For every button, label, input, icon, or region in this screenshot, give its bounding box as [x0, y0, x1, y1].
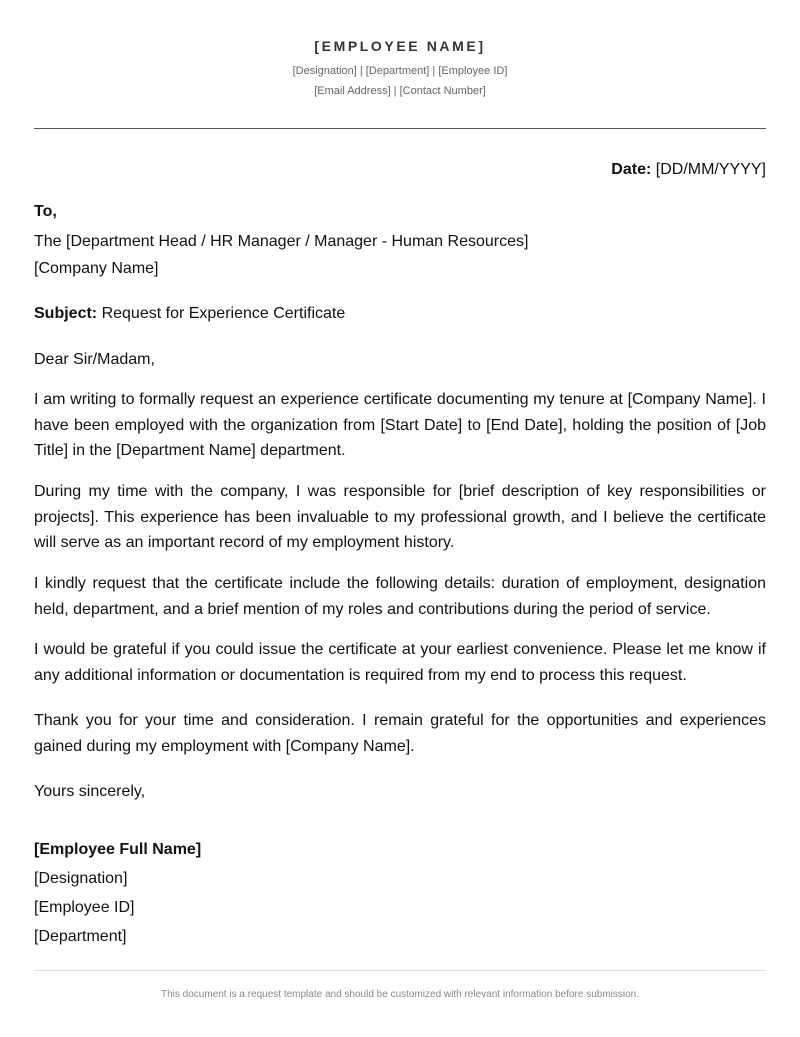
date-value: [DD/MM/YYYY]	[655, 161, 766, 178]
header-details-line: [Designation] | [Department] | [Employee ID]	[292, 65, 508, 77]
recipient-line: The [Department Head / HR Manager / Manager - Human Resources]	[34, 233, 529, 250]
signature-employee-id: [Employee ID]	[34, 899, 135, 916]
date-line	[611, 160, 766, 180]
employee-name-heading: [EMPLOYEE NAME]	[314, 38, 486, 54]
signature-designation: [Designation]	[34, 870, 128, 887]
body-paragraph: During my time with the company, I was responsible for [brief description of key responsibilities or projects]. This experience has been invaluable to my professional growth, and I believe the certificate will serve as an important record of my employment history.	[34, 483, 766, 551]
salutation: Dear Sir/Madam,	[34, 351, 155, 368]
footer-note: This document is a request template and should be customized with relevant information before submission.	[160, 989, 640, 1000]
recipient-company: [Company Name]	[34, 260, 159, 277]
subject-text: Request for Experience Certificate	[101, 305, 346, 322]
to-label: To,	[34, 203, 57, 220]
body-paragraph: I kindly request that the certificate include the following details: duration of employment, designation held, department, and a brief mention of my roles and contributions during the period of service.	[34, 575, 766, 618]
recipient-block	[34, 228, 766, 282]
letter-page	[34, 0, 766, 1037]
signature-name: [Employee Full Name]	[34, 841, 202, 858]
footer-divider	[34, 970, 766, 971]
signature-block	[34, 835, 766, 951]
header-contact-line: [Email Address] | [Contact Number]	[314, 85, 486, 97]
body-paragraph: I would be grateful if you could issue the certificate at your earliest convenience. Please let me know if any additional information or documentation is required from my end to process this request.	[34, 641, 766, 684]
subject-line	[34, 301, 766, 327]
date-label: Date:	[611, 161, 652, 178]
subject-label: Subject:	[34, 305, 98, 322]
body-paragraph: Thank you for your time and consideration. I remain grateful for the opportunities and experiences gained during my employment with [Company Name].	[34, 712, 766, 755]
body-paragraph: I am writing to formally request an experience certificate documenting my tenure at [Company Name]. I have been employed with the organization from [Start Date] to [End Date], holding the position of [Job Title] in the [Department Name] department.	[34, 391, 766, 459]
letter-header	[34, 0, 766, 101]
header-divider	[34, 128, 766, 129]
signature-department: [Department]	[34, 928, 127, 945]
closing-line: Yours sincerely,	[34, 783, 146, 800]
